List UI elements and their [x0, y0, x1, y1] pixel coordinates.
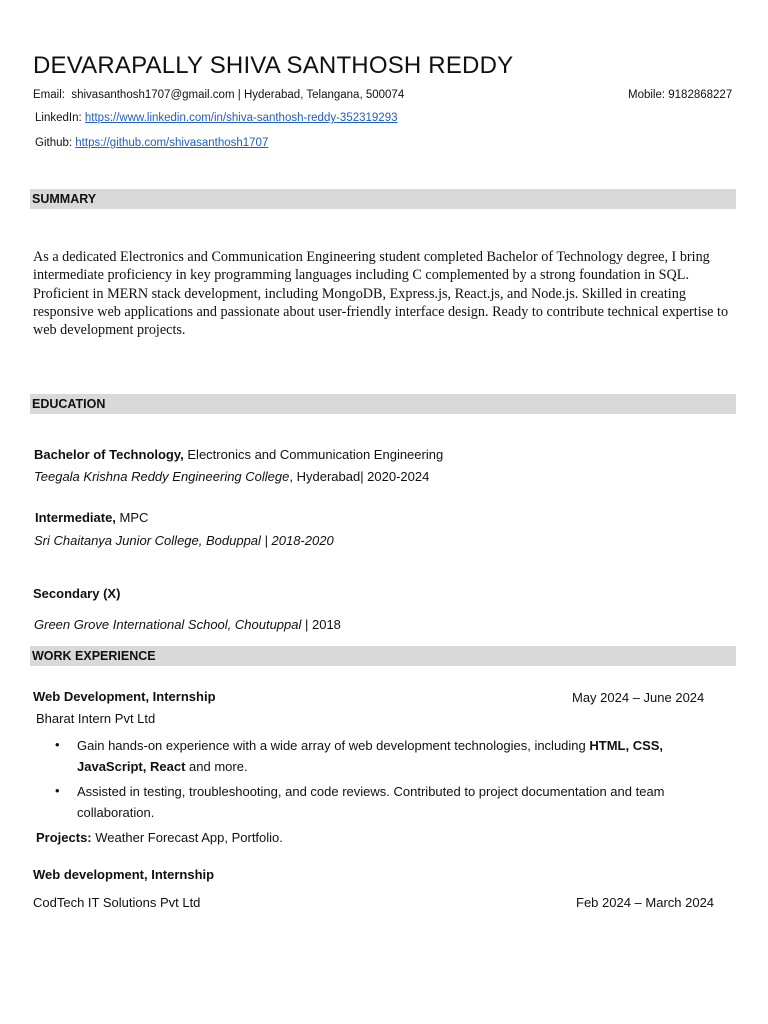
job-company: Bharat Intern Pvt Ltd	[36, 711, 156, 726]
linkedin-link[interactable]: https://www.linkedin.com/in/shiva-santhosh-reddy-352319293	[84, 112, 398, 124]
projects-label: Projects:	[36, 830, 92, 845]
institution-detail: , Hyderabad| 2020-2024	[289, 469, 430, 484]
mobile: Mobile: 9182868227	[628, 89, 733, 101]
summary-heading: SUMMARY	[32, 192, 97, 206]
job-company: CodTech IT Solutions Pvt Ltd	[33, 895, 201, 910]
degree: Intermediate,	[35, 510, 116, 525]
job-bullet-2: Assisted in testing, troubleshooting, and code reviews. Contributed to project documentation and team collaboration.	[77, 784, 665, 820]
job-projects	[36, 830, 283, 845]
education-item-secondary: Secondary (X)	[33, 586, 121, 601]
projects-list: Weather Forecast App, Portfolio.	[95, 830, 283, 845]
summary-heading-band	[30, 189, 736, 209]
bullet-marker: •	[55, 737, 60, 752]
bullet-text: Gain hands-on experience with a wide array of web development technologies, including	[77, 738, 590, 753]
linkedin-label: LinkedIn:	[35, 112, 82, 124]
resume-name: DEVARAPALLY SHIVA SANTHOSH REDDY	[33, 52, 514, 79]
education-institution-secondary	[34, 617, 341, 632]
job-dates: May 2024 – June 2024	[572, 690, 705, 705]
degree: Bachelor of Technology,	[34, 447, 184, 462]
job-bullet-1	[77, 735, 727, 777]
github-line	[35, 137, 268, 149]
bullet-tech-list: HTML, CSS, JavaScript, React	[77, 738, 664, 774]
github-link[interactable]: https://github.com/shivasanthosh1707	[75, 137, 269, 149]
work-heading-band	[30, 646, 736, 666]
education-item-btech	[34, 447, 443, 462]
field: MPC	[119, 510, 149, 525]
contact-separator: |	[237, 89, 241, 101]
bullet-marker: •	[55, 783, 60, 798]
email-value[interactable]: shivasanthosh1707@gmail.com	[71, 89, 235, 101]
education-heading: EDUCATION	[32, 397, 106, 411]
institution: Green Grove International School, Choutuppal	[34, 617, 302, 632]
job-title: Web development, Internship	[33, 867, 215, 882]
work-heading: WORK EXPERIENCE	[32, 649, 156, 663]
location: Hyderabad, Telangana, 500074	[243, 89, 405, 101]
email-label: Email:	[33, 89, 65, 101]
bullet-text-end: and more.	[185, 759, 248, 774]
job-title: Web Development, Internship	[33, 689, 216, 704]
linkedin-line	[35, 112, 397, 124]
education-institution-btech	[34, 469, 429, 484]
contact-line	[33, 89, 404, 101]
education-heading-band	[30, 394, 736, 414]
institution-detail: | 2018	[301, 617, 341, 632]
field: Electronics and Communication Engineering	[187, 447, 444, 462]
job-dates: Feb 2024 – March 2024	[576, 895, 715, 910]
github-label: Github:	[35, 137, 73, 149]
education-item-intermediate	[35, 510, 148, 525]
education-institution-intermediate: Sri Chaitanya Junior College, Boduppal | 2018-2020	[34, 533, 334, 548]
institution: Teegala Krishna Reddy Engineering College	[34, 469, 290, 484]
summary-text: As a dedicated Electronics and Communication Engineering student completed Bachelor of Technology degree, I bring intermediate proficiency in key programming languages including C complemented by a strong foundation in SQL. Proficient in MERN stack development, including MongoDB, Express.js, React.js, and Node.js. Skilled in creating responsive web applications and passionate about user-friendly interface design. Ready to contribute technical expertise to web development projects.	[33, 249, 729, 339]
